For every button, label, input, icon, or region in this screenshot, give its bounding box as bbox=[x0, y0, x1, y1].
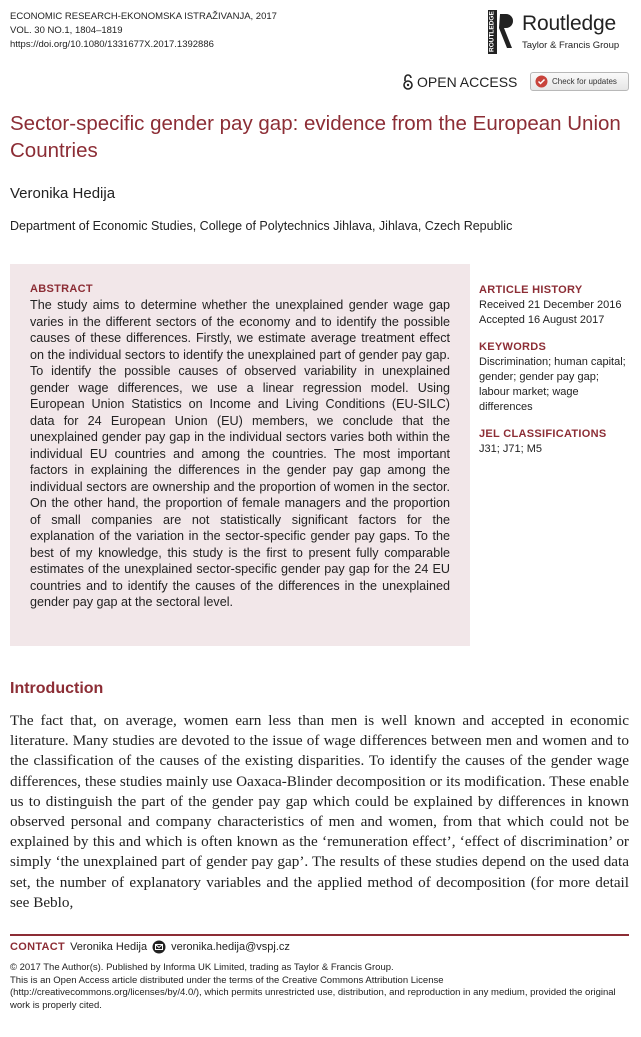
license-link[interactable]: http://creativecommons.org/licenses/by/4.0/ bbox=[13, 987, 196, 998]
received-date: Received 21 December 2016 bbox=[479, 299, 622, 311]
journal-volume: VOL. 30 NO.1, 1804–1819 bbox=[10, 25, 123, 36]
article-history-heading: ARTICLE HISTORY bbox=[479, 284, 583, 296]
introduction-heading: Introduction bbox=[10, 680, 104, 697]
routledge-logo bbox=[488, 10, 633, 54]
keywords-section bbox=[479, 340, 631, 415]
email-icon bbox=[152, 940, 166, 954]
doi-link[interactable]: https://doi.org/10.1080/1331677X.2017.1392886 bbox=[10, 39, 214, 50]
abstract-heading: ABSTRACT bbox=[30, 283, 93, 295]
keywords-heading: KEYWORDS bbox=[479, 341, 547, 353]
contact-email[interactable]: veronika.hedija@vspj.cz bbox=[171, 941, 290, 953]
license-text-b: ), which permits unrestricted use, distribution, and reproduction in any medium, provided the original work is properly cited. bbox=[10, 987, 616, 1011]
open-access-label: OPEN ACCESS bbox=[417, 74, 518, 90]
journal-meta bbox=[10, 10, 277, 52]
license-text bbox=[10, 975, 630, 1013]
open-access-badge bbox=[402, 74, 517, 90]
copyright-notice bbox=[10, 962, 630, 1012]
contact-name: Veronika Hedija bbox=[70, 941, 148, 953]
check-updates-label: Check for updates bbox=[552, 77, 617, 86]
routledge-logo-icon bbox=[488, 10, 514, 54]
license-text-a: This is an Open Access article distributed under the terms of the Creative Commons Attribution License ( bbox=[10, 974, 444, 998]
jel-codes: J31; J71; M5 bbox=[479, 443, 542, 455]
journal-name: ECONOMIC RESEARCH-EKONOMSKA ISTRAŽIVANJA, 2017 bbox=[10, 11, 277, 22]
crossmark-icon bbox=[535, 75, 548, 88]
check-for-updates-button[interactable] bbox=[530, 72, 629, 91]
keywords-list: Discrimination; human capital; gender; gender pay gap; labour market; wage differences bbox=[479, 356, 626, 413]
introduction-text: The fact that, on average, women earn less than men is well known and accepted in economic literature. Many studies are devoted to the issue of wage differences between men and women and to the classification of the causes of the existing disparities. To identify the causes of the gender wage differences, these studies mainly use Oaxaca-Blinder decomposition or its modification. These enable us to distinguish the part of the gender pay gap which could be explained by differences in known observed personal and company characteristics of men and women, from that which could not be explained by this and which is often known as the ‘remuneration effect’, ‘effect of discrimination’ or simply ‘the unexplained part of gender pay gap’. The results of these studies depend on the used data set, the number of explanatory variables and the applied method of decomposition (for more detail see Beblo, bbox=[10, 712, 629, 911]
contact-line bbox=[10, 940, 290, 954]
jel-heading: JEL CLASSIFICATIONS bbox=[479, 428, 607, 440]
publisher-name: Routledge bbox=[522, 12, 616, 35]
abstract-text: The study aims to determine whether the unexplained gender wage gap varies in the different sectors of the economy and to identify the possible causes of these differences. Firstly, we estimate average treatment effect on the individual sectors to identify the unexplained part of gender pay gap. To identify the possible causes of observed variability in unexplained gender wage differences, we use a linear regression model. Using European Union Statistics on Income and Living Conditions (EU-SILC) data for 24 European Union (EU) members, we conclude that the unexplained gender pay gap in the individual sectors varies both within the individual EU countries and among the countries. The most important factors in explaining the differences in the gender pay gap among the individual sectors are ownership and the proportion of women in the sector. On the other hand, the proportion of female managers and the proportion of small companies are not statistically significant factors for the explanation of the variation in the sector-specific gender pay gaps. To the best of my knowledge, this study is the first to present fully comparable estimates of the unexplained sector-specific gender pay gap for the 24 EU countries and to identify the causes of the differences in the unexplained gender pay gap at the sectoral level. bbox=[30, 298, 450, 609]
article-history bbox=[479, 283, 631, 328]
logo-vertical-text: ROUTLEDGE bbox=[488, 11, 496, 52]
footer-divider bbox=[10, 934, 629, 936]
author-affiliation: Department of Economic Studies, College of Polytechnics Jihlava, Jihlava, Czech Republic bbox=[10, 219, 513, 233]
contact-label: CONTACT bbox=[10, 941, 66, 953]
article-title: Sector-specific gender pay gap: evidence from the European Union Countries bbox=[10, 112, 621, 162]
jel-section bbox=[479, 427, 631, 457]
author-name: Veronika Hedija bbox=[10, 185, 116, 202]
publisher-sub: Taylor & Francis Group bbox=[522, 40, 620, 51]
copyright-line: © 2017 The Author(s). Published by Informa UK Limited, trading as Taylor & Francis Group. bbox=[10, 962, 394, 973]
open-lock-icon bbox=[402, 74, 414, 90]
accepted-date: Accepted 16 August 2017 bbox=[479, 314, 605, 326]
